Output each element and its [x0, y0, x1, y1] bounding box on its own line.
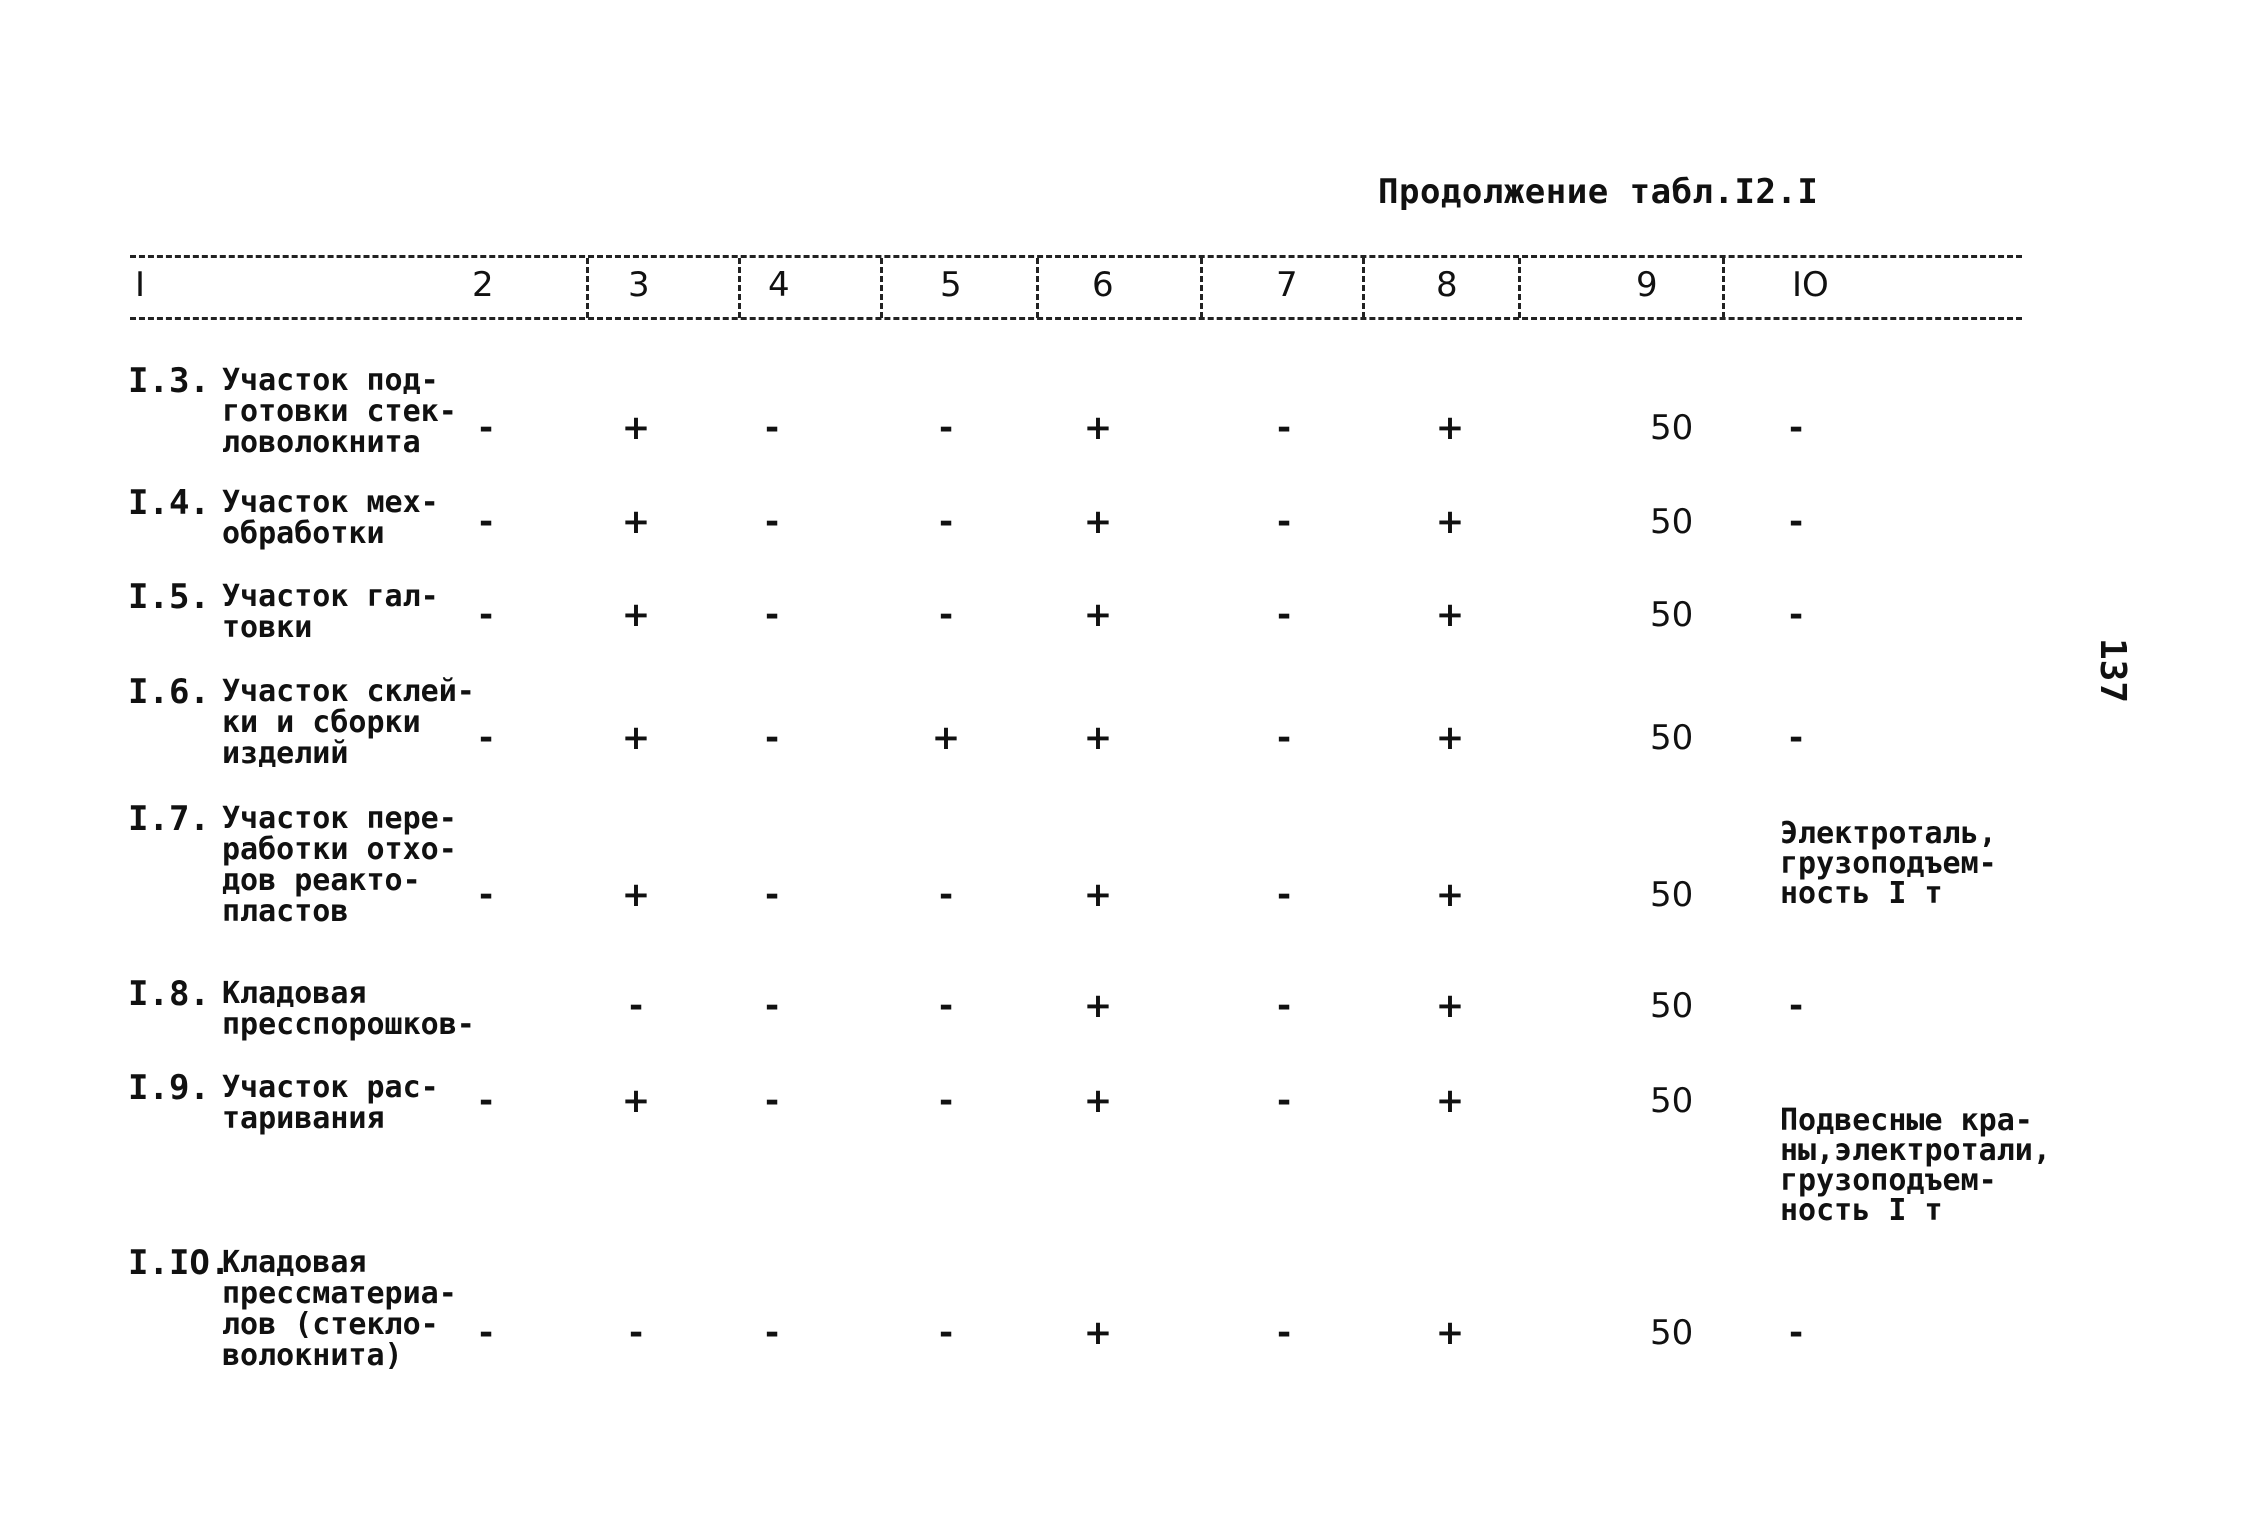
table-cell-c3: + [621, 875, 651, 915]
table-cell-c4: - [764, 986, 780, 1026]
table-cell-c10: - [1788, 1313, 1804, 1353]
header-bottom-rule [130, 317, 2022, 320]
column-separator [880, 258, 883, 318]
header-top-rule [130, 255, 2022, 258]
table-cell-c4: - [764, 502, 780, 542]
table-cell-c8: + [1435, 408, 1465, 448]
table-cell-c3: - [628, 986, 644, 1026]
table-cell-c8: + [1435, 986, 1465, 1026]
column-separator [738, 258, 741, 318]
table-cell-c10: - [1788, 502, 1804, 542]
table-cell-c2: - [478, 718, 494, 758]
table-cell-c3: - [628, 1313, 644, 1353]
table-cell-c3: + [621, 408, 651, 448]
row-label: Участок гал- товки [222, 579, 439, 645]
table-cell-c9: 50 [1650, 502, 1694, 542]
table-cell-c6: + [1083, 718, 1113, 758]
table-caption: Продолжение табл.I2.I [1378, 172, 1819, 212]
column-separator [1722, 258, 1725, 318]
column-separator [586, 258, 589, 318]
row-label: Участок под- готовки стек- ловолокнита [222, 363, 457, 460]
column-header-9: 9 [1636, 265, 1658, 305]
column-separator [1036, 258, 1039, 318]
column-header-1: I [135, 265, 146, 305]
table-cell-c6: + [1083, 408, 1113, 448]
table-cell-c5: + [931, 718, 961, 758]
row-label: Кладовая пресспорошков- [222, 976, 475, 1042]
row-number: I.9. [128, 1068, 210, 1108]
table-cell-c4: - [764, 1313, 780, 1353]
table-cell-c6: + [1083, 595, 1113, 635]
table-cell-c10: - [1788, 408, 1804, 448]
row-number: I.6. [128, 672, 210, 712]
row-label: Участок рас- таривания [222, 1070, 439, 1136]
table-cell-c2: - [478, 875, 494, 915]
table-cell-c5: - [938, 1313, 954, 1353]
table-cell-c10: - [1788, 986, 1804, 1026]
table-cell-c7: - [1276, 986, 1292, 1026]
column-header-7: 7 [1276, 265, 1298, 305]
table-cell-c2: - [478, 595, 494, 635]
row-label: Участок мех- обработки [222, 485, 439, 551]
table-cell-c8: + [1435, 502, 1465, 542]
column-separator [1362, 258, 1365, 318]
table-cell-c7: - [1276, 595, 1292, 635]
table-cell-c10: Подвесные кра- ны,электротали, грузоподъем- ность I т [1780, 1103, 2051, 1228]
table-cell-c2: - [478, 1081, 494, 1121]
row-number: I.3. [128, 361, 210, 401]
table-cell-c7: - [1276, 502, 1292, 542]
table-cell-c8: + [1435, 595, 1465, 635]
table-cell-c8: + [1435, 1313, 1465, 1353]
table-cell-c9: 50 [1650, 1081, 1694, 1121]
table-cell-c10: - [1788, 595, 1804, 635]
column-header-4: 4 [768, 265, 790, 305]
table-cell-c5: - [938, 1081, 954, 1121]
table-cell-c7: - [1276, 1081, 1292, 1121]
table-cell-c6: + [1083, 875, 1113, 915]
table-cell-c8: + [1435, 1081, 1465, 1121]
table-cell-c3: + [621, 595, 651, 635]
row-label: Участок склей- ки и сборки изделий [222, 674, 475, 771]
table-cell-c4: - [764, 595, 780, 635]
table-cell-c5: - [938, 875, 954, 915]
table-cell-c4: - [764, 875, 780, 915]
table-cell-c6: + [1083, 1081, 1113, 1121]
page-number: 137 [2092, 637, 2134, 704]
table-cell-c6: + [1083, 1313, 1113, 1353]
table-cell-c4: - [764, 408, 780, 448]
table-cell-c5: - [938, 408, 954, 448]
table-cell-c9: 50 [1650, 408, 1694, 448]
table-cell-c10: - [1788, 718, 1804, 758]
table-cell-c9: 50 [1650, 1313, 1694, 1353]
table-cell-c5: - [938, 986, 954, 1026]
row-number: I.IO. [128, 1243, 231, 1283]
table-cell-c4: - [764, 718, 780, 758]
table-cell-c2: - [478, 1313, 494, 1353]
table-cell-c9: 50 [1650, 595, 1694, 635]
table-cell-c9: 50 [1650, 875, 1694, 915]
table-cell-c3: + [621, 718, 651, 758]
column-separator [1518, 258, 1521, 318]
column-header-2: 2 [472, 265, 494, 305]
table-cell-c4: - [764, 1081, 780, 1121]
table-cell-c9: 50 [1650, 718, 1694, 758]
table-cell-c7: - [1276, 875, 1292, 915]
table-cell-c3: + [621, 502, 651, 542]
table-cell-c9: 50 [1650, 986, 1694, 1026]
column-header-3: 3 [628, 265, 650, 305]
table-cell-c10: Электроталь, грузоподъем- ность I т [1780, 816, 1997, 911]
table-cell-c5: - [938, 595, 954, 635]
table-cell-c6: + [1083, 502, 1113, 542]
row-number: I.4. [128, 483, 210, 523]
table-cell-c8: + [1435, 718, 1465, 758]
table-cell-c8: + [1435, 875, 1465, 915]
row-number: I.7. [128, 799, 210, 839]
table-cell-c3: + [621, 1081, 651, 1121]
column-header-5: 5 [940, 265, 962, 305]
column-separator [1200, 258, 1203, 318]
table-cell-c2: - [478, 408, 494, 448]
column-header-10: IO [1792, 265, 1829, 305]
table-cell-c2: - [478, 502, 494, 542]
table-cell-c6: + [1083, 986, 1113, 1026]
table-cell-c5: - [938, 502, 954, 542]
table-cell-c7: - [1276, 718, 1292, 758]
row-label: Кладовая прессматериа- лов (стекло- волокнита) [222, 1245, 457, 1373]
table-cell-c7: - [1276, 1313, 1292, 1353]
column-header-8: 8 [1436, 265, 1458, 305]
row-label: Участок пере- работки отхо- дов реакто- пластов [222, 801, 457, 929]
table-cell-c7: - [1276, 408, 1292, 448]
row-number: I.8. [128, 974, 210, 1014]
column-header-6: 6 [1092, 265, 1114, 305]
row-number: I.5. [128, 577, 210, 617]
